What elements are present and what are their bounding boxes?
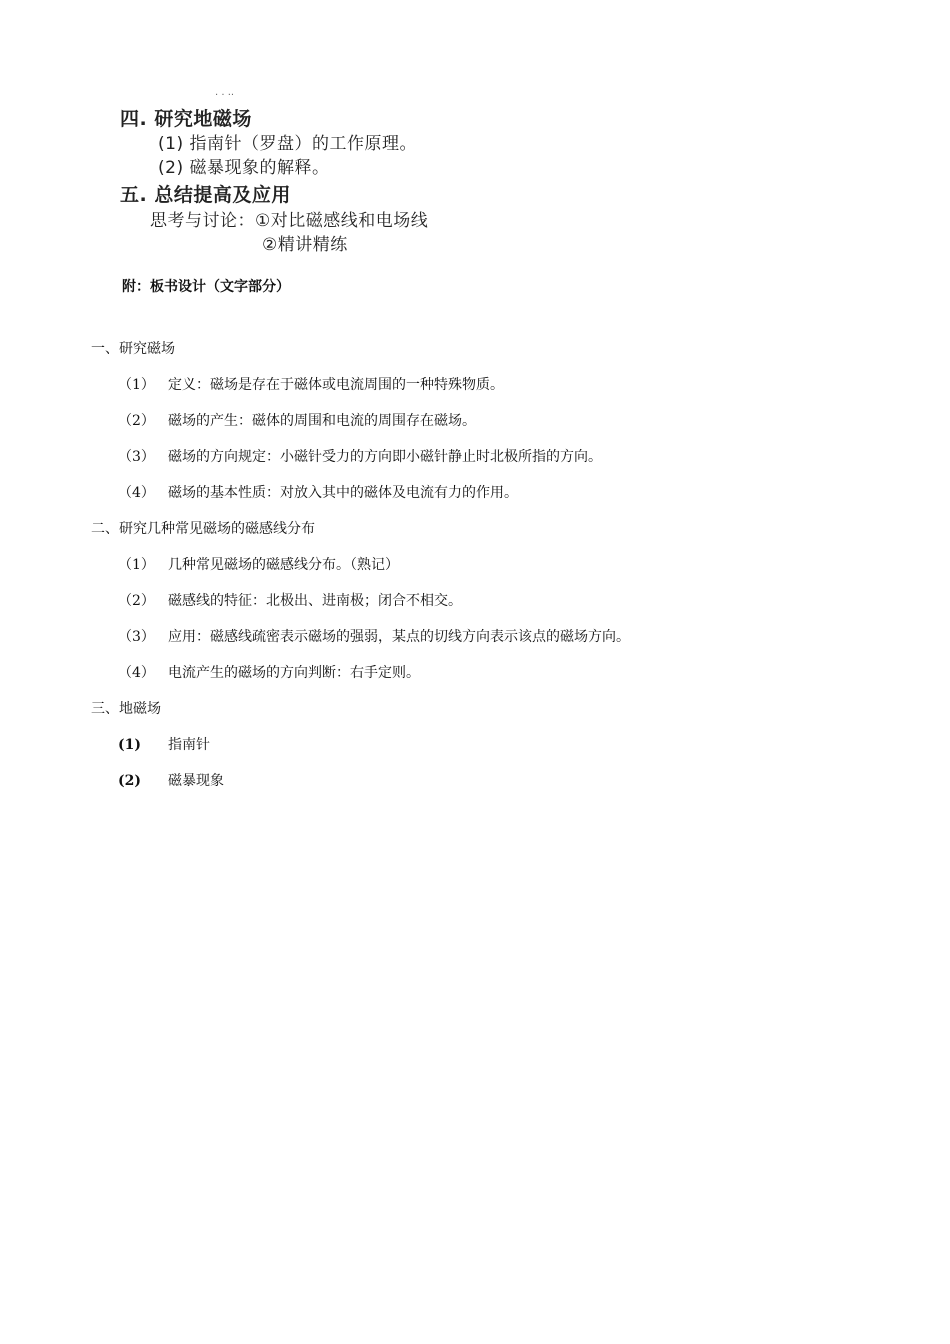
section4-title: 四. 研究地磁场 <box>120 108 252 130</box>
scan-marks: · · ·· <box>215 90 235 101</box>
item-number: （3） <box>118 629 155 645</box>
item-text: 磁场的基本性质：对放入其中的磁体及电流有力的作用。 <box>168 485 518 501</box>
item-number: （2） <box>118 593 155 609</box>
outline-item <box>118 374 504 394</box>
item-number: （3） <box>118 449 155 465</box>
outline-heading-2: 二、研究几种常见磁场的磁感线分布 <box>91 521 315 537</box>
section4-item-1: (1) 指南针（罗盘）的工作原理。 <box>158 134 417 154</box>
item-text: 磁场的方向规定：小磁针受力的方向即小磁针静止时北极所指的方向。 <box>168 449 602 465</box>
outline-item <box>118 770 224 790</box>
item-text: 几种常见磁场的磁感线分布。（熟记） <box>168 557 399 573</box>
outline-item <box>118 482 518 502</box>
item-text: 磁感线的特征：北极出、进南极；闭合不相交。 <box>168 593 462 609</box>
item-text: 磁场的产生：磁体的周围和电流的周围存在磁场。 <box>168 413 476 429</box>
section5-title: 五. 总结提高及应用 <box>120 184 291 206</box>
outline-item <box>118 446 602 466</box>
outline-heading-3: 三、地磁场 <box>91 701 161 717</box>
item-number: (2) <box>118 773 141 789</box>
item-number: （1） <box>118 377 155 393</box>
outline-item <box>118 554 399 574</box>
outline-item <box>118 626 630 646</box>
appendix-title: 附：板书设计（文字部分） <box>122 279 290 295</box>
item-number: （2） <box>118 413 155 429</box>
item-text: 电流产生的磁场的方向判断：右手定则。 <box>168 665 420 681</box>
discussion-line-1: 思考与讨论：①对比磁感线和电场线 <box>150 211 429 231</box>
outline-item <box>118 410 476 430</box>
section4-item-2: (2) 磁暴现象的解释。 <box>158 158 330 178</box>
item-text: 磁暴现象 <box>168 773 224 789</box>
item-number: （4） <box>118 665 155 681</box>
discussion-line-2: ②精讲精练 <box>262 235 348 255</box>
item-number: （4） <box>118 485 155 501</box>
outline-heading-1: 一、研究磁场 <box>91 341 175 357</box>
slide-image <box>120 92 480 262</box>
outline-item <box>118 734 210 754</box>
outline-item <box>118 662 420 682</box>
item-text: 应用：磁感线疏密表示磁场的强弱，某点的切线方向表示该点的磁场方向。 <box>168 629 630 645</box>
item-number: （1） <box>118 557 155 573</box>
item-text: 指南针 <box>168 737 210 753</box>
outline-item <box>118 590 462 610</box>
item-text: 定义：磁场是存在于磁体或电流周围的一种特殊物质。 <box>168 377 504 393</box>
item-number: (1) <box>118 737 141 753</box>
